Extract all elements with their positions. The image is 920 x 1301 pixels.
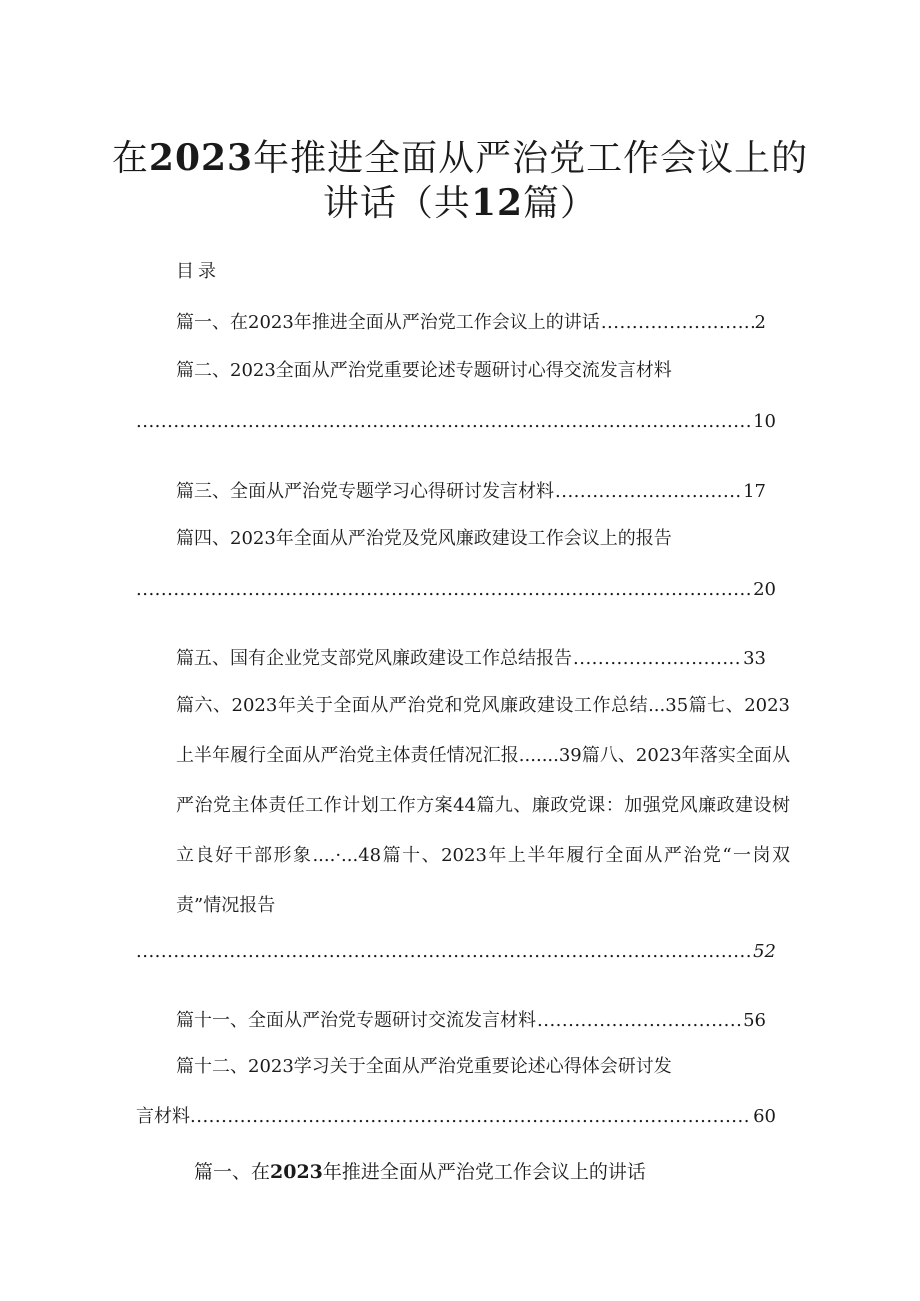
title-rest: 年推进全面从严治党工作会议上的 [253,138,809,179]
toc-entry-2-leader [136,407,776,437]
toc-entry-text: 篇十一、全面从严治党专题研讨交流发言材料 [176,1010,536,1031]
toc-leader [537,1006,742,1036]
toc-entry-11[interactable] [176,1006,766,1036]
toc-leader [136,575,751,605]
toc-entry-text-continued: 言材料 [136,1106,190,1127]
toc-entry-2[interactable]: 篇二、2023全面从严治党重要论述专题研讨心得交流发言材料 [176,360,672,381]
toc-entry-3[interactable] [176,477,766,507]
toc-page-number: 52 [753,941,776,962]
title-suffix-post: 篇） [523,183,598,224]
toc-page-number: 33 [743,648,766,669]
toc-leader [136,937,751,967]
toc-page-number: 20 [753,579,776,600]
section-heading [194,1156,646,1188]
toc-entry-12[interactable]: 篇十二、2023学习关于全面从严治党重要论述心得体会研讨发 [176,1056,672,1077]
toc-leader [136,407,751,437]
toc-leader [601,308,754,338]
toc-entry-text: 篇一、在2023年推进全面从严治党工作会议上的讲话 [176,312,600,333]
title-suffix-pre: 讲话（共 [322,183,471,224]
toc-leader [190,1102,751,1132]
toc-entry-text: 篇三、全面从严治党专题学习心得研讨发言材料 [176,481,554,502]
toc-entry-10-leader [136,937,776,967]
toc-leader [573,644,742,674]
toc-entry-4[interactable]: 篇四、2023年全面从严治党及党风廉政建设工作会议上的报告 [176,528,672,549]
title-prefix: 在 [111,138,149,179]
toc-page-number: 60 [753,1106,776,1127]
toc-entry-5[interactable] [176,644,766,674]
section-heading-pre: 篇一、在 [194,1161,271,1183]
toc-heading: 目录 [176,261,220,282]
document-title-line-1 [60,134,860,183]
title-count: 12 [470,182,524,224]
toc-page-number: 56 [743,1010,766,1031]
toc-leader [555,477,742,507]
toc-entry-text: 篇五、国有企业党支部党风廉政建设工作总结报告 [176,648,572,669]
title-year: 2023 [148,137,254,179]
document-title-line-2 [60,179,860,228]
section-heading-post: 年推进全面从严治党工作会议上的讲话 [322,1161,646,1183]
toc-entry-12-leader [136,1102,776,1132]
toc-page-number: 17 [743,481,766,502]
toc-entries-6-10[interactable]: 篇六、2023年关于全面从严治党和党风廉政建设工作总结...35篇七、2023上半年履行全面从严治党主体责任情况汇报.......39篇八、2023年落实全面从严治党主体责任工作计划工作方案44篇九、廉政党课：加强党风廉政建设树立良好干部形象....·...48篇十、2023年上半年履行全面从严治党“一岗双责”情况报告 [176,695,790,916]
section-heading-year: 2023 [270,1161,323,1183]
toc-page-number: 10 [753,411,776,432]
toc-page-number: 2 [754,312,766,333]
toc-entry-4-leader [136,575,776,605]
toc-entry-1[interactable] [176,308,766,338]
